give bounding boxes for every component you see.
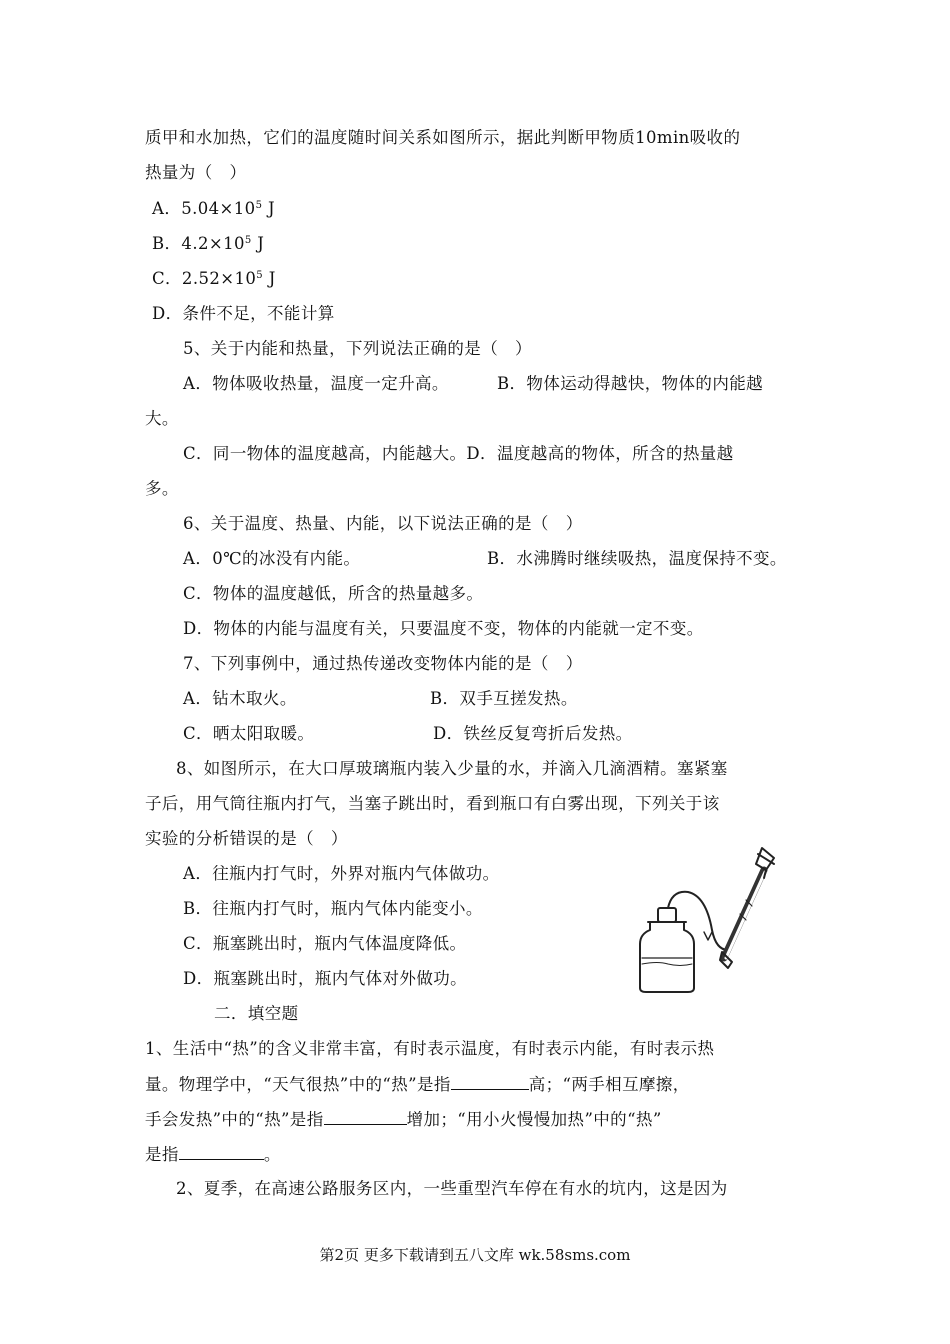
option-d: D．瓶塞跳出时，瓶内气体对外做功。 (183, 969, 468, 988)
option-c-d: C．同一物体的温度越高，内能越大。D．温度越高的物体，所含的热量越 (183, 444, 734, 463)
option-b: B．往瓶内打气时，瓶内气体内能变小。 (183, 899, 483, 918)
text-line (145, 1143, 281, 1166)
option-d: D．铁丝反复弯折后发热。 (433, 724, 633, 743)
fill-question-1: 1、生活中“热”的含义非常丰富，有时表示温度，有时表示内能，有时表示热 (145, 1039, 715, 1058)
unit: J (262, 199, 276, 218)
experiment-figure-svg (628, 840, 788, 1000)
question-7: 7、下列事例中，通过热传递改变物体内能的是（ ） (183, 654, 583, 673)
option-c: C．物体的温度越低，所含的热量越多。 (183, 584, 484, 603)
option-a: A．0℃的冰没有内能。 (183, 549, 361, 568)
option-a: A．物体吸收热量，温度一定升高。 (183, 374, 449, 393)
question-6: 6、关于温度、热量、内能，以下说法正确的是（ ） (183, 514, 583, 533)
text-line: 大。 (145, 409, 179, 428)
question-8: 8、如图所示，在大口厚玻璃瓶内装入少量的水，并滴入几滴酒精。塞紧塞 (176, 759, 728, 778)
fill-question-2: 2、夏季，在高速公路服务区内，一些重型汽车停在有水的坑内，这是因为 (176, 1179, 728, 1198)
option-b: B．双手互搓发热。 (430, 689, 578, 708)
option-a: A．往瓶内打气时，外界对瓶内气体做功。 (183, 864, 500, 883)
exponent: 5 (244, 235, 252, 246)
unit: J (263, 269, 276, 288)
question-5: 5、关于内能和热量，下列说法正确的是（ ） (183, 339, 532, 358)
answer-blank (324, 1108, 407, 1125)
text-line: 热量为（ ） (145, 163, 247, 182)
text-line: 实验的分析错误的是（ ） (145, 829, 348, 848)
exponent: 5 (255, 200, 263, 211)
option-b (152, 233, 264, 255)
option-c: C．瓶塞跳出时，瓶内气体温度降低。 (183, 934, 467, 953)
text-line: 质甲和水加热，它们的温度随时间关系如图所示，据此判断甲物质10min吸收的 (145, 128, 741, 147)
option-c: C．晒太阳取暖。 (183, 724, 315, 743)
option-b-text: B．4.2×10 (152, 234, 245, 253)
option-b: B．水沸腾时继续吸热，温度保持不变。 (487, 549, 787, 568)
text-segment: 增加；“用小火慢慢加热”中的“热” (406, 1110, 662, 1129)
text-segment: 是指 (145, 1145, 179, 1164)
unit: J (251, 234, 265, 253)
text-line: 子后，用气筒往瓶内打气，当塞子跳出时，看到瓶口有白雾出现，下列关于该 (145, 794, 720, 813)
option-a (152, 198, 275, 220)
option-d: D．条件不足，不能计算 (152, 304, 335, 323)
text-line (145, 1073, 690, 1096)
option-c (152, 268, 276, 290)
bottle-pump-experiment-icon (628, 840, 788, 1000)
text-segment: 量。物理学中，“天气很热”中的“热”是指 (145, 1075, 451, 1094)
exponent: 5 (256, 270, 264, 281)
option-b: B．物体运动得越快，物体的内能越 (497, 374, 764, 393)
answer-blank (451, 1073, 529, 1090)
page-footer: 第2页 更多下载请到五八文库 wk.58sms.com (319, 1246, 631, 1264)
section-heading: 二．填空题 (214, 1004, 299, 1023)
option-c-text: C．2.52×10 (152, 269, 257, 288)
text-segment: 手会发热”中的“热”是指 (145, 1110, 324, 1129)
text-segment: 高；“两手相互摩擦， (528, 1075, 690, 1094)
answer-blank (179, 1143, 264, 1160)
text-line (145, 1108, 662, 1131)
option-a-text: A．5.04×10 (152, 199, 256, 218)
option-a: A．钻木取火。 (183, 689, 297, 708)
text-line: 多。 (145, 479, 179, 498)
option-d: D．物体的内能与温度有关，只要温度不变，物体的内能就一定不变。 (183, 619, 704, 638)
text-segment: 。 (263, 1145, 281, 1164)
